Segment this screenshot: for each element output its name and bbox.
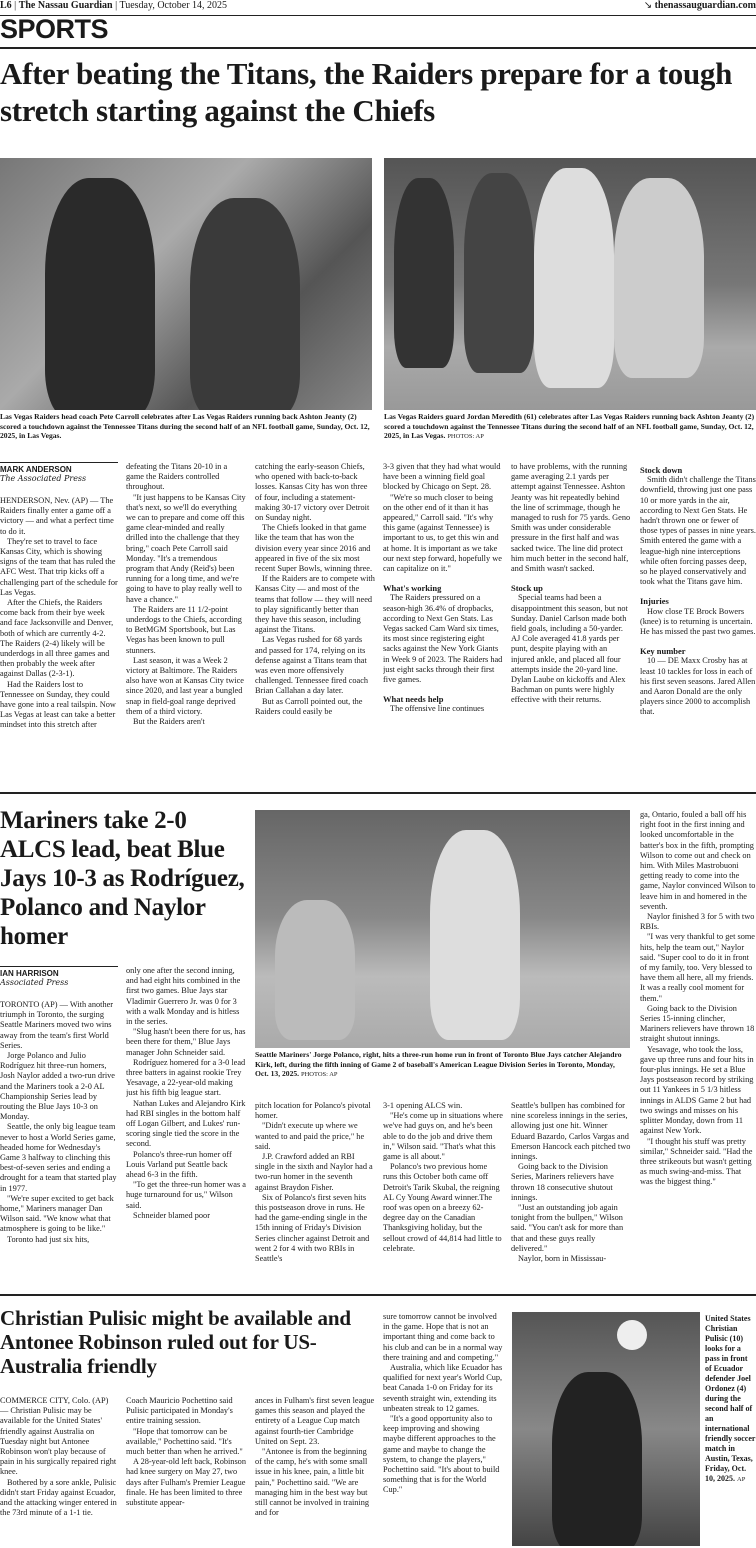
story1-col-3 — [255, 462, 375, 784]
paragraph: Going back to the Division Series, Mariners relievers have thrown 18 consecutive shutout innings. — [511, 1162, 614, 1202]
section-title: SPORTS — [0, 14, 109, 44]
paragraph: ances in Fulham's first seven league games this season and played the entirety of a League Cup match against fourth-tier Cambridge United on Sept. 23. — [255, 1396, 375, 1446]
subhead: What's working — [383, 583, 442, 594]
story1-headline: After beating the Titans, the Raiders prepare for a tough stretch starting against the Chiefs — [0, 56, 733, 128]
byline-block — [0, 966, 118, 993]
story1-col-6 — [640, 456, 756, 784]
story1-col-1 — [0, 496, 118, 784]
page-number: L6 — [0, 0, 12, 11]
paragraph: catching the early-season Chiefs, who opened with back-to-back losses. Kansas City has won three of four, including a statement-making 30-17 victory over Detroit on Sunday night. — [255, 462, 370, 523]
story2-col-1 — [0, 1000, 118, 1282]
paragraph: "He's come up in situations where we've had guys on, and he's been able to do the job and drive them in," Wilson said. "That's what this game is all about." — [383, 1111, 503, 1162]
paragraph: "I thought his stuff was pretty similar," Schneider said. "Had the three strikeouts but wasn't getting as much swing-and-miss. That was the biggest thing." — [640, 1136, 753, 1187]
story3-headline: Christian Pulisic might be available and Antonee Robinson ruled out for US-Australia friendly — [0, 1306, 351, 1378]
paragraph: Special teams had been a disappointment this season, but not Sunday. Daniel Carlson made both field goals, including a 50-yarder. AJ Cole averaged 41.8 yards per punt, despite playing with an injured ankle, and placed all four attempts inside the 20-yard line. Dylan Laube on kickoffs and Alex Bachman on punts were highly effective with their returns. — [511, 593, 628, 705]
subhead: Stock down — [640, 465, 683, 475]
photo-caption: United States Christian Pulisic (10) looks for a pass in front of Ecuador defender Joel Ordonez (4) during the second half of an international friendly soccer match in Austin, Texas, Friday, Oct. 10, 2025. AP — [705, 1314, 756, 1483]
site-link[interactable]: thenassauguardian.com — [654, 0, 756, 11]
byline-block — [0, 462, 118, 489]
paragraph: The Chiefs looked in that game like the team that has won the division every year since 2016 and appeared in five of the six most recent Super Bowls, winning three. — [255, 523, 373, 574]
byline: MARK ANDERSON — [0, 462, 118, 474]
paragraph: "It just happens to be Kansas City that's next, so we'll do everything we can to prepare and come off this game clear-minded and really drilled into the challenge that they bring," coach Pete Carroll said Monday. "It's a tremendous program that Andy (Reid's) been running for a long time, and we're going to have to play really well to have a chance." — [126, 492, 246, 604]
paragraph: Toronto had just six hits, — [7, 1234, 90, 1244]
subhead: Injuries — [640, 596, 669, 607]
paragraph: COMMERCE CITY, Colo. (AP) — Christian Pulisic may be available for the United States' friendly against Australia on Tuesday night but Antonee Robinson won't play because of pain in his surgically repaired right knee. — [0, 1396, 117, 1477]
paragraph: "We're super excited to get back home," Mariners manager Dan Wilson said. "We know what that atmosphere is going to be like." — [0, 1193, 114, 1234]
raiders-coach-photo — [0, 158, 372, 410]
paragraph: Australia, which like Ecuador has qualified for next year's World Cup, beat Canada 1-0 on Friday for its seventh straight win, extending its unbeaten streak to 12 games. — [383, 1363, 503, 1413]
subhead: Key number — [640, 646, 686, 657]
divider — [0, 15, 756, 16]
paragraph: Smith didn't challenge the Titans downfield, throwing just one pass 10 or more yards in the air, according to Next Gen Stats. He hadn't thrown one or fewer of those types of passes in nine years. Smith entered the game with a league-high nine interceptions while often forcing passes deep, so he played conservatively and took what the Titans gave him. — [640, 475, 756, 587]
paragraph: A 28-year-old left back, Robinson had knee surgery on May 27, two days after Fulham's Premier League finale. He has been limited to three substitute appear- — [126, 1457, 246, 1508]
paragraph: Nathan Lukes and Alejandro Kirk had RBI singles in the bottom half off Logan Gilbert, and Lukes' run-scoring single tied the score in the second. — [126, 1098, 246, 1149]
story1-col-2 — [126, 462, 246, 784]
paragraph: pitch location for Polanco's pivotal homer. — [255, 1101, 371, 1121]
paragraph: Las Vegas rushed for 68 yards and passed for 174, relying on its defense against a Titans team that was even more offensively challenged. Tennessee fired coach Brian Callahan a day later. — [255, 635, 369, 696]
paragraph: Last season, it was a Week 2 victory at Baltimore. The Raiders also have won at Kansas City twice since 2020, and last year a bungled snap in field-goal range deprived them of a third victory. — [126, 655, 244, 716]
subhead: What needs help — [383, 694, 444, 705]
paragraph: 3-1 opening ALCS win. — [383, 1101, 463, 1110]
paragraph: After the Chiefs, the Raiders come back from their bye week and face Jacksonville and Denver, both of which are currently 4-2. The Raiders (2-4) likely will be underdogs in all three games and then probably the week after against Dallas (2-3-1). — [0, 598, 114, 679]
story3-col-4 — [383, 1312, 503, 1548]
paragraph: "Just an outstanding job again tonight from the bullpen," Wilson said. "You can't ask for more than that and these guys really delivered." — [511, 1203, 624, 1253]
paragraph: Seattle's bullpen has combined for nine scoreless innings in the series, allowing just one hit. Winner Eduard Bazardo, Carlos Vargas and Emerson Hancock each pitched two innings. — [511, 1101, 631, 1162]
paragraph: J.P. Crawford added an RBI single in the sixth and Naylor had a two-run homer in the seventh against Braydon Fisher. — [255, 1152, 373, 1192]
paper-name: The Nassau Guardian — [18, 0, 113, 11]
paragraph: The Raiders pressured on a season-high 36.4% of dropbacks, according to Next Gen Stats. Las Vegas sacked Cam Ward six times, its most since registering eight sacks against the New York Giants in Week 9 of 2023. The Raiders had just eight sacks through their first five games. — [383, 593, 503, 685]
photo-credit: PHOTOS: AP — [447, 433, 484, 440]
paragraph: How close TE Brock Bowers (knee) is to returning is uncertain. He has missed the past two games. — [640, 606, 756, 637]
raiders-celebration-photo — [384, 158, 756, 410]
photo-credit: PHOTOS: AP — [301, 1071, 338, 1078]
paragraph: HENDERSON, Nev. (AP) — The Raiders finally enter a game off a victory — and what a perfect time to do it. — [0, 496, 114, 536]
agency: The Associated Press — [0, 474, 87, 483]
paragraph: Jorge Polanco and Julio Rodríguez hit three-run homers, Josh Naylor added a two-run drive and the Mariners took a 2-0 AL Championship Series lead by routing the Blue Jays 10-3 on Monday. — [0, 1051, 115, 1122]
mariners-photo — [255, 810, 630, 1048]
paragraph: But the Raiders aren't — [133, 717, 205, 727]
paragraph: sure tomorrow cannot be involved in the game. Hope that is not an important thing and come back to his club and can be in a normal way there training and and competing." — [383, 1312, 503, 1362]
paragraph: Polanco's three-run homer off Louis Varland put Seattle back ahead 6-3 in the fifth. — [126, 1149, 232, 1180]
paragraph: to have problems, with the running game averaging 2.1 yards per attempt against Tennessee. Ashton Jeanty was hit repeatedly behind the line of scrimmage, though he managed to rush for 75 yards. Geno Smith was under considerable pressure in the first half and was sacked twice. The line did protect him much better in the second half, and Smith wasn't sacked. — [511, 462, 631, 574]
paragraph: Coach Mauricio Pochettino said Pulisic participated in Monday's entire training session. — [126, 1396, 233, 1426]
issue-date: Tuesday, October 14, 2025 — [119, 0, 228, 11]
story3-col-2 — [126, 1396, 246, 1548]
photo-credit: AP — [737, 1476, 746, 1483]
arrow-icon: ↘ — [643, 0, 655, 11]
pulisic-photo — [512, 1312, 700, 1546]
photo-caption-left: Las Vegas Raiders head coach Pete Carroll celebrates after Las Vegas Raiders running back Ashton Jeanty (2) scored a touchdown against the Tennessee Titans during the second half of an NFL football game, Sunday, Oct. 12, 2025, in Las Vegas. — [0, 412, 370, 440]
paragraph: Bothered by a sore ankle, Pulisic didn't start Friday against Ecuador, and the attacking winger entered in the 73rd minute of a 1-1 tie. — [0, 1477, 117, 1518]
photo-caption: Seattle Mariners' Jorge Polanco, right, hits a three-run home run in front of Toronto Blue Jays catcher Alejandro Kirk, left, during the fifth inning of Game 2 of baseball's American League Division Series in Toronto, Monday, Oct. 13, 2025. PHOTOS: AP — [255, 1050, 622, 1078]
paragraph: The Raiders are 11 1/2-point underdogs to the Chiefs, according to BetMGM Sportsbook, but Las Vegas has been known to pull stunners. — [126, 604, 242, 655]
page-header: L6 | The Nassau Guardian | Tuesday, October 14, 2025 ↘ thenassauguardian.com — [0, 0, 756, 11]
paragraph: "It's a good opportunity also to keep improving and showing maybe different approaches to the game and maybe to change the system, to change the players," Pochettino said. "It's about to build something that is for the World Cup." — [383, 1414, 500, 1495]
subhead: Stock up — [511, 583, 543, 594]
story2-col-2 — [126, 966, 246, 1282]
story2-col-3 — [255, 1101, 375, 1283]
paragraph: "To get the three-run homer was a huge turnaround for us," Wilson said. — [126, 1180, 246, 1210]
paragraph: "I was very thankful to get some hits, help the team out," Naylor said. "Super cool to do it in front of my family, too. Very blessed to have them all here, all my friends. It was a really cool moment for them." — [640, 932, 755, 1003]
paragraph: TORONTO (AP) — With another triumph in Toronto, the surging Seattle Mariners moved two wins away from the team's first World Series. — [0, 1000, 114, 1050]
paragraph: "Hope that tomorrow can be available," Pochettino said. "It's much better than when he arrived." — [126, 1426, 243, 1457]
paragraph: But as Carroll pointed out, the Raiders could easily be — [255, 696, 363, 716]
story2-col-4 — [383, 1101, 503, 1283]
story2-col-5 — [511, 1101, 631, 1283]
paragraph: If the Raiders are to compete with Kansas City — and most of the teams that follow — they will need to play significantly better than they have this season, including against the Titans. — [255, 574, 375, 635]
paragraph: only one after the second inning, and had eight hits combined in the first two games. Blue Jays star Vladimir Guerrero Jr. was 0 for 3 with a walk Monday and is hitless in the series. — [126, 966, 241, 1027]
story3-col-3 — [255, 1396, 375, 1548]
story2-col-6 — [640, 810, 756, 1283]
agency: Associated Press — [0, 978, 69, 987]
story1-col-4 — [383, 462, 503, 784]
paragraph: "Antonee is from the beginning of the camp, he's with some small issue in his knee, pain, a little bit pain," Pochettino said. "We are managing him in the best way but still cannot be involved in training and for — [255, 1447, 370, 1518]
paragraph: defeating the Titans 20-10 in a game the Raiders controlled throughout. — [126, 462, 228, 492]
story3-col-1 — [0, 1396, 118, 1548]
story2-headline: Mariners take 2-0 ALCS lead, beat Blue Jays 10-3 as Rodríguez, Polanco and Naylor homer — [0, 807, 245, 950]
divider — [0, 792, 756, 794]
paragraph: "Slug hasn't been there for us, has been there for them," Blue Jays manager John Schneider said. — [126, 1027, 246, 1057]
paragraph: Polanco's two previous home runs this October both came off Detroit's Tarik Skubal, the reigning AL Cy Young Award winner.The roof was open on a breezy 62-degree day on the Canadian Thanksgiving holiday, but the sellout crowd of 44,814 had little to celebrate. — [383, 1162, 502, 1253]
paragraph: Six of Polanco's first seven hits this postseason drove in runs. He had the game-ending single in the 15th inning of Friday's Division Series clincher against Detroit and went 2 for 4 with two RBIs in Seattle's — [255, 1192, 370, 1264]
paragraph: "We're so much closer to being on the other end of it than it has appeared," Carroll said. "It's why this game (against Tennessee) is important to us, to get this win and at home. It is important as we take our next step forward, hopefully we can capitalize on it." — [383, 492, 502, 574]
paragraph: "Didn't execute up where we wanted to and paid the price," he said. — [255, 1121, 365, 1151]
paragraph: Naylor finished 3 for 5 with two RBIs. — [640, 912, 755, 932]
paragraph: Going back to the Division Series 15-inning clincher, Mariners relievers have thrown 18 straight shutout innings. — [640, 1003, 755, 1044]
paragraph: Naylor, born in Mississau- — [518, 1254, 607, 1264]
paragraph: ga, Ontario, fouled a ball off his right foot in the first inning and looked uncomfortable in the batter's box in the fifth, prompting Wilson to come out and check on him. With Miles Mastrobuoni getting ready to come into the game, Naylor convinced Wilson to leave him in and homered in the seventh. — [640, 810, 756, 911]
paragraph: They're set to travel to face Kansas City, which is showing signs of the team that has ruled the AFC West. That trip kicks off a challenging part of the schedule for Las Vegas. — [0, 536, 118, 597]
paragraph: Had the Raiders lost to Tennessee on Sunday, they could have gone into a real tailspin. Now Las Vegas at least can take a better mindset into this stretch after — [0, 679, 116, 730]
paragraph: 3-3 given that they had what would have been a winning field goal blocked by Chicago on Sept. 28. — [383, 462, 501, 492]
paragraph: Yesavage, who took the loss, gave up three runs and four hits in four-plus innings. He set a Blue Jays postseason record by striking out 11 Yankees in 5 1/3 hitless innings in ALDS Game 2 but had two swings and misses on his splitter Monday, down from 11 against New York. — [640, 1044, 754, 1136]
paragraph: 10 — DE Maxx Crosby has at least 10 tackles for loss in each of his first seven seasons. Jared Allen and Aaron Donald are the only players since 2000 to accomplish that. — [640, 656, 756, 717]
story1-col-5 — [511, 462, 631, 784]
divider — [0, 1294, 756, 1296]
paragraph: Schneider blamed poor — [133, 1210, 210, 1220]
paragraph: Rodríguez homered for a 3-0 lead three batters in against rookie Trey Yesavage, a 22-year-old making just his fifth big league start. — [126, 1057, 246, 1098]
divider — [0, 47, 756, 49]
byline: IAN HARRISON — [0, 966, 118, 978]
photo-caption-right: Las Vegas Raiders guard Jordan Meredith (61) celebrates after Las Vegas Raiders running back Ashton Jeanty (2) scored a touchdown against the Tennessee Titans during the second half of an NFL football game, Sunday, Oct. 12, 2025, in Las Vegas. PHOTOS: AP — [384, 412, 755, 440]
paragraph: The offensive line continues — [390, 704, 485, 714]
paragraph: Seattle, the only big league team never to host a World Series game, headed home for Wednesday's Game 3 halfway to clinching this best-of-seven series and ending a drought for a team that started play in 1977. — [0, 1122, 117, 1193]
